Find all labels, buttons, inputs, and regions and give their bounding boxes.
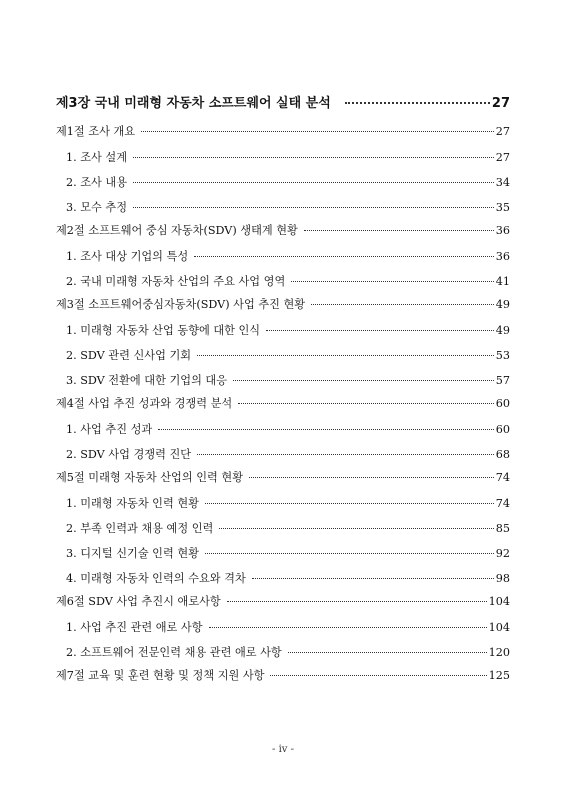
dot-leader [219,528,493,529]
toc-entry-page: 125 [488,669,510,682]
dot-leader [197,355,494,356]
toc-section-entry[interactable] [56,223,510,239]
toc-section-entry[interactable] [56,594,510,610]
toc-section-entry[interactable] [56,396,510,412]
toc-entry-title: 제3절 소프트웨어중심자동차(SDV) 사업 추진 현황 [56,298,306,311]
chapter-page-number: 27 [491,96,510,111]
toc-entry-page: 98 [495,572,510,585]
toc-item-entry[interactable] [56,645,510,661]
toc-item-entry[interactable] [56,348,510,364]
toc-entry-title: 제6절 SDV 사업 추진시 애로사항 [56,595,221,608]
toc-entry-page: 27 [495,151,510,164]
toc-item-entry[interactable] [56,373,510,389]
dot-leader [249,477,494,478]
dot-leader [133,207,494,208]
toc-entry-title: 1. 미래형 자동차 인력 현황 [66,497,199,510]
toc-entry-title: 3. 디지털 신기술 인력 현황 [66,547,199,560]
toc-entry-page: 104 [488,621,510,634]
toc-entry-page: 92 [495,547,510,560]
dot-leader [227,601,487,602]
dot-leader [252,578,494,579]
toc-section-entry[interactable] [56,124,510,140]
toc-entry-page: 104 [488,595,510,608]
toc-entry-title: 3. SDV 전환에 대한 기업의 대응 [66,374,228,387]
toc-entry-page: 49 [495,324,510,337]
toc-entry-title: 1. 조사 대상 기업의 특성 [66,250,189,263]
dot-leader [197,454,494,455]
dot-leader [304,230,494,231]
dot-leader [233,380,494,381]
dot-leader [133,182,494,183]
toc-entry-page: 49 [495,298,510,311]
toc-entry-title: 2. 국내 미래형 자동차 산업의 주요 사업 영역 [66,275,286,288]
toc-item-entry[interactable] [56,571,510,587]
toc-item-entry[interactable] [56,422,510,438]
toc-item-entry[interactable] [56,175,510,191]
dot-leader [311,304,494,305]
toc-entry-page: 74 [495,497,510,510]
dot-leader [205,503,494,504]
toc-entry-title: 1. 미래형 자동차 산업 동향에 대한 인식 [66,324,261,337]
toc-entry-page: 27 [495,125,510,138]
toc-item-entry[interactable] [56,620,510,636]
toc-item-entry[interactable] [56,323,510,339]
toc-entry-title: 2. 부족 인력과 채용 예정 인력 [66,522,214,535]
dot-leader [291,281,493,282]
table-of-contents [56,124,510,694]
toc-item-entry[interactable] [56,274,510,290]
toc-section-entry[interactable] [56,470,510,486]
toc-entry-page: 85 [495,522,510,535]
toc-entry-title: 제4절 사업 추진 성과와 경쟁력 분석 [56,397,233,410]
toc-item-entry[interactable] [56,200,510,216]
toc-entry-title: 3. 모수 추정 [66,201,128,214]
dot-leader [205,553,494,554]
toc-entry-title: 2. 소프트웨어 전문인력 채용 관련 애로 사항 [66,646,282,659]
dot-leader [194,256,494,257]
toc-entry-title: 제5절 미래형 자동차 산업의 인력 현황 [56,471,244,484]
toc-entry-page: 60 [495,423,510,436]
dot-leader [158,429,494,430]
dot-leader [141,131,494,132]
toc-item-entry[interactable] [56,150,510,166]
chapter-heading [56,92,510,110]
toc-entry-page: 36 [495,250,510,263]
toc-entry-title: 4. 미래형 자동차 인력의 수요와 격차 [66,572,246,585]
toc-entry-page: 68 [495,448,510,461]
toc-entry-page: 36 [495,224,510,237]
toc-entry-page: 74 [495,471,510,484]
chapter-title: 제3장 국내 미래형 자동차 소프트웨어 실태 분석 [56,96,331,111]
chapter-dot-leader [345,102,490,104]
toc-entry-title: 제1절 조사 개요 [56,125,136,138]
dot-leader [270,675,486,676]
toc-entry-page: 34 [495,176,510,189]
toc-entry-page: 35 [495,201,510,214]
toc-entry-page: 57 [495,374,510,387]
toc-section-entry[interactable] [56,297,510,313]
toc-item-entry[interactable] [56,249,510,265]
toc-entry-page: 41 [495,275,510,288]
toc-entry-title: 제2절 소프트웨어 중심 자동차(SDV) 생태계 현황 [56,224,298,237]
dot-leader [288,652,487,653]
toc-item-entry[interactable] [56,447,510,463]
toc-entry-title: 1. 사업 추진 성과 [66,423,153,436]
toc-entry-title: 2. SDV 관련 신사업 기회 [66,349,192,362]
dot-leader [209,627,487,628]
dot-leader [266,330,494,331]
toc-item-entry[interactable] [56,496,510,512]
toc-entry-title: 1. 조사 설계 [66,151,128,164]
toc-item-entry[interactable] [56,521,510,537]
toc-section-entry[interactable] [56,668,510,684]
toc-entry-page: 53 [495,349,510,362]
dot-leader [238,403,494,404]
toc-item-entry[interactable] [56,546,510,562]
dot-leader [133,157,494,158]
toc-entry-page: 120 [488,646,510,659]
toc-entry-page: 60 [495,397,510,410]
toc-entry-title: 2. 조사 내용 [66,176,128,189]
toc-entry-title: 제7절 교육 및 훈련 현황 및 정책 지원 사항 [56,669,265,682]
toc-entry-title: 2. SDV 사업 경쟁력 진단 [66,448,192,461]
toc-entry-title: 1. 사업 추진 관련 애로 사항 [66,621,203,634]
page-footer-number: - iv - [272,744,294,755]
